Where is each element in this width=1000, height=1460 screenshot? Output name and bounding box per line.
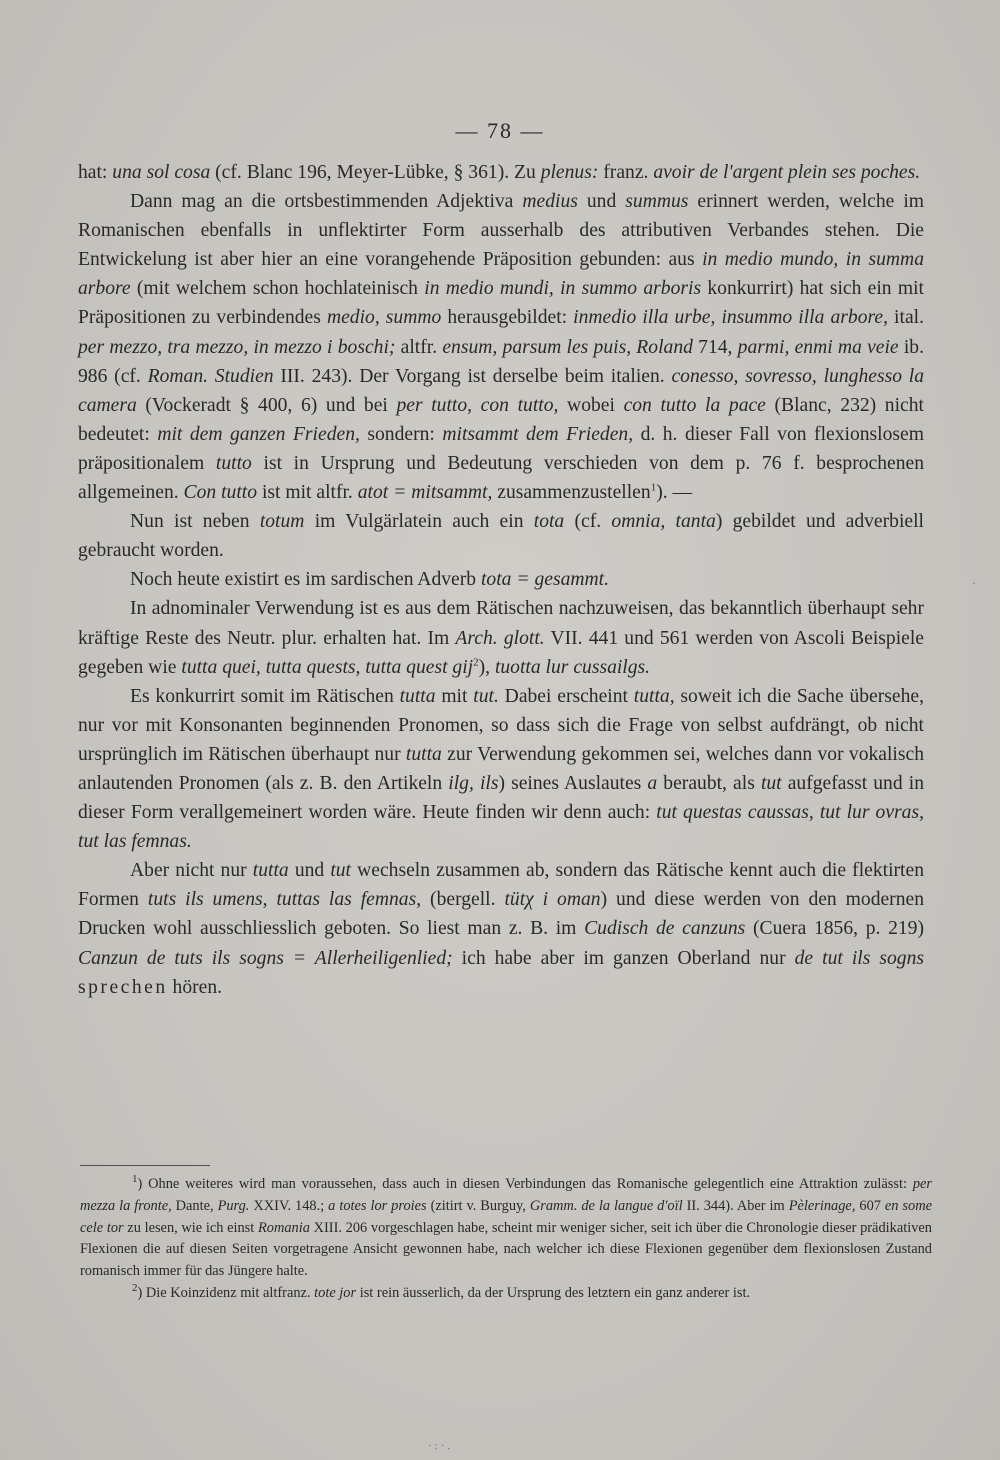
footnote-divider bbox=[80, 1165, 210, 1166]
bottom-speck: ·:·. bbox=[428, 1440, 454, 1452]
paragraph-4: Noch heute existirt es im sardischen Adverb tota = gesammt. bbox=[130, 569, 610, 591]
paragraph-6: Es konkurrirt somit im Rätischen tutta mit tut. Dabei erscheint tutta, soweit ich die Sache übersehe, nur vor mit Konsonanten beginnenden Pronomen, so dass sich die Frage von selbst aufdrängt, ob nicht ursprünglich im Rätischen überhaupt nur tutta zur Verwendung gekommen sei, welches dann vor vokalisch anlautenden Pronomen (als z. B. den Artikeln ilg, ils) seines Auslautes a beraubt, als tut aufgefasst und in dieser Form verallgemeinert worden wäre. Heute finden wir denn auch: tut questas caussas, tut lur ovras, tut las femnas. bbox=[78, 685, 924, 853]
paragraph-2: Dann mag an die ortsbestimmenden Adjektiva medius und summus erinnert werden, welche im Romanischen ebenfalls in unflektirter Form ausserhalb des attributiven Verbandes stehen. Die Entwickelung ist aber hier an eine vorangehende Präposition gebunden: aus in medio mundo, in summa arbore (mit welchem schon hochlateinisch in medio mundi, in summo arboris konkurrirt) hat sich ein mit Präpositionen zu verbindendes medio, summo herausgebildet: inmedio illa urbe, insummo illa arbore, ital. per mezzo, tra mezzo, in mezzo i boschi; altfr. ensum, parsum les puis, Roland 714, parmi, enmi ma veie ib. 986 (cf. Roman. Studien III. 243). Der Vorgang ist derselbe beim italien. conesso, sovresso, lunghesso la camera (Vockeradt § 400, 6) und bei per tutto, con tutto, wobei con tutto la pace (Blanc, 232) nicht bedeutet: mit dem ganzen Frieden, sondern: mitsammt dem Frieden, d. h. dieser Fall von flexionslosem präpositionalem tutto ist in Ursprung und Bedeutung verschieden von dem p. 76 f. besprochenen allgemeinen. Con tutto ist mit altfr. atot = mitsammt, zusammenzustellen$^1$). — bbox=[78, 191, 925, 504]
paragraph-7: Aber nicht nur tutta und tut wechseln zusammen ab, sondern das Rätische kennt auch die flektirten Formen tuts ils umens, tuttas las femnas, (bergell. tütχ i oman) und diese werden von den modernen Drucken wohl ausschliesslich geboten. So liest man z. B. im Cudisch de canzuns (Cuera 1856, p. 219) Canzun de tuts ils sogns = Allerheiligenlied; ich habe aber im ganzen Oberland nur de tut ils sogns sprechen hören. bbox=[78, 860, 925, 998]
paragraph-5: In adnominaler Verwendung ist es aus dem Rätischen nachzuweisen, das bekanntlich überhaupt sehr kräftige Reste des Neutr. plur. erhalten hat. Im Arch. glott. VII. 441 und 561 werden von Ascoli Beispiele gegeben wie tutta quei, tutta quests, tutta quest gij$^2$), tuotta lur cussailgs. bbox=[78, 598, 924, 678]
page-number: — 78 — bbox=[455, 118, 545, 143]
footnotes bbox=[80, 1174, 932, 1305]
paragraph-1: hat: una sol cosa (cf. Blanc 196, Meyer-Lübke, § 361). Zu plenus: franz. avoir de l'argent plein ses poches. bbox=[78, 162, 921, 183]
paragraph-3: Nun ist neben totum im Vulgärlatein auch ein tota (cf. omnia, tanta) gebildet und adverbiell gebraucht worden. bbox=[78, 511, 924, 562]
footnote-1: $^1$) Ohne weiteres wird man voraussehen, dass auch in diesen Verbindungen das Romanische gelegentlich eine Attraktion zulässt: per mezza la fronte, Dante, Purg. XXIV. 148.; a totes lor proies (zitirt v. Burguy, Gramm. de la langue d'oïl II. 344). Aber im Pèlerinage, 607 en some cele tor zu lesen, wie ich einst Romania XIII. 206 vorgeschlagen habe, scheint mir weniger sicher, seit ich über die Chronologie dieser prädikativen Flexionen die auf diesen Seiten vorgetragene Ansicht gewonnen habe, nach welcher ich diese Flexionen gegenüber dem flexionslosen Zustand romanisch immer für das Jüngere halte. bbox=[80, 1173, 933, 1280]
footnote-ref-2: 2 bbox=[473, 656, 479, 669]
margin-speck: · bbox=[972, 576, 976, 590]
footnote-ref-1: 1 bbox=[650, 481, 657, 494]
body-text bbox=[78, 158, 924, 1002]
footnote-2: $^2$) Die Koinzidenz mit altfranz. tote jor ist rein äusserlich, da der Ursprung des letztern ein ganz anderer ist. bbox=[132, 1282, 751, 1301]
